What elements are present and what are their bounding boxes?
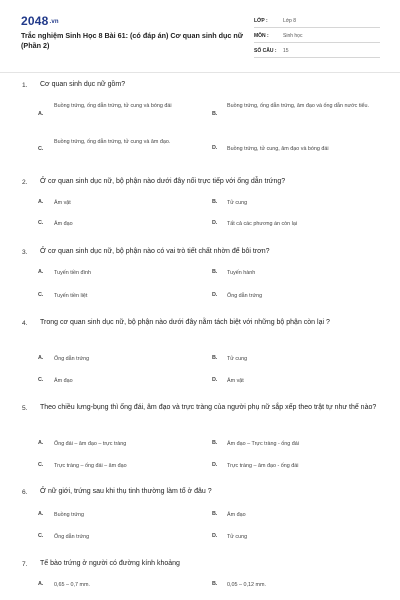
option-letter: D.	[212, 462, 218, 468]
option-letter: A.	[38, 199, 44, 205]
option-text[interactable]: Ống dẫn trứng	[54, 534, 90, 540]
question-text: Tế bào trứng ở người có đường kính khoảng	[40, 560, 180, 567]
option-letter: C.	[38, 220, 44, 226]
option-text[interactable]: Âm vật	[227, 378, 244, 384]
option-letter: D.	[212, 292, 218, 298]
option-text[interactable]: Tuyến hành	[227, 270, 256, 276]
meta-class-value: Lớp 8	[283, 18, 297, 24]
option-text[interactable]: Âm đạo	[227, 512, 246, 518]
question-number: 5.	[22, 405, 28, 412]
option-text[interactable]: Tất cả các phương án còn lại	[227, 221, 298, 227]
option-letter: B.	[212, 511, 218, 517]
meta-subject-label: MÔN :	[254, 33, 269, 39]
meta-subject	[254, 31, 380, 43]
option-letter: A.	[38, 581, 44, 587]
option-text[interactable]: Tử cung	[227, 356, 248, 362]
option-text[interactable]: Buồng trứng, ống dẫn trứng, âm đạo và ống dẫn nước tiểu.	[227, 103, 370, 109]
option-text[interactable]: Âm đạo	[54, 378, 73, 384]
meta-count-label: SỐ CÂU :	[254, 48, 277, 54]
option-letter: D.	[212, 377, 218, 383]
option-text[interactable]: Trực tràng – ống đái – âm đạo	[54, 463, 127, 469]
option-letter: B.	[212, 269, 218, 275]
option-letter: A.	[38, 440, 44, 446]
question-text: Ở cơ quan sinh dục nữ, bộ phận nào dưới đây nối trực tiếp với ống dẫn trứng?	[40, 178, 286, 185]
meta-subject-value: Sinh học	[283, 33, 303, 39]
option-letter: A.	[38, 111, 44, 117]
question-text: Ở nữ giới, trứng sau khi thụ tinh thường làm tổ ở đâu ?	[40, 488, 212, 495]
document-header	[0, 0, 400, 72]
option-letter: D.	[212, 145, 218, 151]
question-text: Trong cơ quan sinh dục nữ, bộ phận nào dưới đây nằm tách biệt với những bộ phận còn lại ?	[40, 319, 330, 326]
meta-question-count	[254, 46, 380, 58]
question-number: 4.	[22, 320, 28, 327]
question-text: Theo chiều lưng-bụng thì ống đái, âm đạo và trực tràng của người phụ nữ sắp xếp theo trật tự như thế nào?	[40, 404, 377, 411]
option-letter: C.	[38, 146, 44, 152]
option-letter: D.	[212, 220, 218, 226]
option-letter: B.	[212, 355, 218, 361]
question-number: 6.	[22, 489, 28, 496]
question-text: Ở cơ quan sinh dục nữ, bộ phận nào có vai trò tiết chất nhờn để bôi trơn?	[40, 248, 270, 255]
option-letter: C.	[38, 292, 44, 298]
option-text[interactable]: 0,65 – 0,7 mm.	[54, 582, 90, 588]
option-text[interactable]: Buồng trứng, tử cung, âm đạo và bóng đái	[227, 146, 329, 152]
option-letter: B.	[212, 199, 218, 205]
option-letter: B.	[212, 440, 218, 446]
option-letter: C.	[38, 533, 44, 539]
option-text[interactable]: Tử cung	[227, 200, 248, 206]
option-text[interactable]: Tuyến tiền đình	[54, 270, 91, 276]
option-text[interactable]: Ống dẫn trứng	[227, 293, 263, 299]
option-letter: A.	[38, 269, 44, 275]
option-text[interactable]: Ống dẫn trứng	[54, 356, 90, 362]
option-text[interactable]: Âm đạo – Trực tràng - ống đái	[227, 441, 299, 447]
option-text[interactable]: Âm vật	[54, 200, 71, 206]
site-logo[interactable]: 2048.vn	[21, 14, 59, 28]
option-text[interactable]: Buồng trứng, ống dẫn trứng, tử cung và âm đạo.	[54, 139, 171, 145]
option-letter: B.	[212, 111, 218, 117]
option-text[interactable]: Trực tràng – âm đạo - ống đái	[227, 463, 299, 469]
option-letter: C.	[38, 377, 44, 383]
option-text[interactable]: Tử cung	[227, 534, 248, 540]
header-divider	[0, 72, 400, 73]
option-text[interactable]: Tuyến tiền liệt	[54, 293, 88, 299]
meta-class	[254, 16, 380, 28]
option-letter: C.	[38, 462, 44, 468]
option-text[interactable]: Buồng trứng, ống dẫn trứng, tử cung và bóng đái	[54, 103, 172, 109]
option-letter: A.	[38, 355, 44, 361]
option-text[interactable]: Âm đạo	[54, 221, 73, 227]
option-text[interactable]: Buồng trứng	[54, 512, 84, 518]
option-letter: D.	[212, 533, 218, 539]
question-number: 7.	[22, 561, 28, 568]
question-text: Cơ quan sinh dục nữ gồm?	[40, 81, 126, 88]
question-number: 2.	[22, 179, 28, 186]
page-title: Trắc nghiệm Sinh Học 8 Bài 61: (có đáp án) Cơ quan sinh dục nữ (Phần 2)	[21, 31, 243, 50]
option-text[interactable]: 0,05 – 0,12 mm.	[227, 582, 266, 588]
meta-count-value: 15	[283, 48, 289, 54]
question-number: 1.	[22, 82, 28, 89]
option-letter: B.	[212, 581, 218, 587]
question-number: 3.	[22, 249, 28, 256]
option-letter: A.	[38, 511, 44, 517]
meta-class-label: LỚP :	[254, 18, 268, 24]
option-text[interactable]: Ống đái – âm đạo – trực tràng	[54, 441, 127, 447]
